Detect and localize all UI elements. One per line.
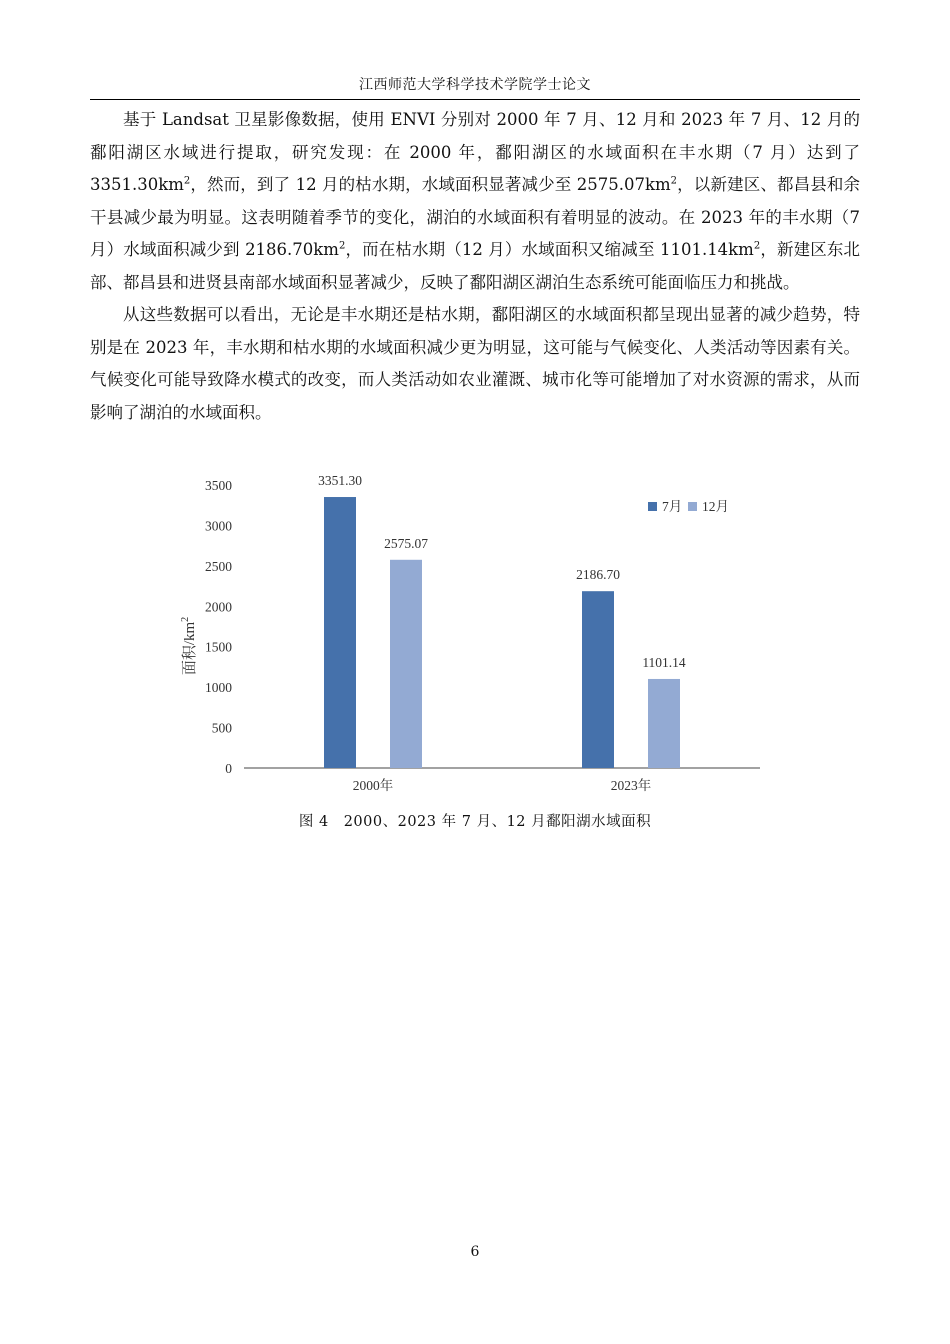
y-tick-label: 0 [225, 761, 232, 776]
y-tick-label: 1000 [205, 680, 232, 696]
p1-text-4: ，而在枯水期（12 月）水域面积又缩减至 1101.14km [345, 240, 754, 259]
y-axis-title-text: 面积/km [182, 621, 198, 676]
legend [648, 499, 729, 514]
bar-value-label: 1101.14 [642, 654, 686, 670]
running-header: 江西师范大学科学技术学院学士论文 [359, 77, 591, 93]
bar-12月-2023年 [648, 679, 680, 768]
page-number: 6 [470, 1244, 480, 1260]
legend-label: 12月 [702, 499, 729, 514]
y-tick-label: 1500 [205, 639, 232, 655]
legend-swatch-12月 [688, 502, 697, 511]
superscript: 2 [338, 240, 346, 252]
bar-7月-2000年 [324, 497, 356, 768]
bar-7月-2023年 [582, 591, 614, 768]
body-text [90, 104, 860, 429]
bar-value-label: 2186.70 [576, 567, 620, 583]
paragraph-1 [90, 104, 860, 299]
x-tick-label: 2023年 [610, 778, 652, 793]
bar-value-labels [318, 473, 686, 670]
superscript: 2 [753, 240, 761, 252]
y-axis-ticks [205, 478, 232, 776]
paragraph-2: 从这些数据可以看出，无论是丰水期还是枯水期，鄱阳湖区的水域面积都呈现出显著的减少趋势，特别是在 2023 年，丰水期和枯水期的水域面积减少更为明显，这可能与气候变化、人类活动等因素有关。气候变化可能导致降水模式的改变，而人类活动如农业灌溉、城市化等可能增加了对水资源的需求，从而影响了湖泊的水域面积。 [90, 305, 860, 422]
bar-value-label: 3351.30 [318, 473, 362, 489]
superscript: 2 [183, 175, 191, 187]
y-tick-label: 2500 [205, 558, 232, 574]
x-axis-labels [353, 777, 652, 793]
superscript: 2 [670, 175, 678, 187]
bar-value-label: 2575.07 [384, 535, 428, 551]
p1-text-2: ，然而，到了 12 月的枯水期，水域面积显著减少至 2575.07km [190, 175, 671, 194]
legend-swatch-7月 [648, 502, 657, 511]
y-tick-label: 500 [211, 720, 232, 736]
p1-text-3: ，以新建区、都昌县和余干县减少最为明显。这表明随着季节的变化，湖泊的水域面积有着明显的波动。在 2023 年的丰水期（7 月）水域面积减少到 2186.70km [90, 175, 860, 259]
figure-caption: 图 4 2000、2023 年 7 月、12 月鄱阳湖水域面积 [298, 814, 652, 830]
header-rule [90, 99, 860, 100]
bar-chart [160, 462, 780, 802]
p1-text-5: ，新建区东北部、都昌县和进贤县南部水域面积显著减少，反映了鄱阳湖区湖泊生态系统可能面临压力和挑战。 [90, 240, 861, 292]
bar-12月-2000年 [390, 560, 422, 768]
y-axis-title [180, 617, 198, 675]
p1-text-1: 基于 Landsat 卫星影像数据，使用 ENVI 分别对 2000 年 7 月、12 月和 2023 年 7 月、12 月的鄱阳湖区水域进行提取，研究发现：在 2000 年，鄱阳湖区的水域面积在丰水期（7 月）达到了 3351.30km [90, 110, 860, 194]
x-tick-label: 2000年 [352, 778, 394, 793]
bars [324, 497, 683, 768]
y-tick-label: 2000 [205, 599, 232, 615]
y-axis-title-sup: 2 [180, 616, 191, 622]
legend-label: 7月 [662, 499, 683, 514]
y-tick-label: 3500 [205, 478, 232, 493]
y-tick-label: 3000 [205, 518, 232, 534]
